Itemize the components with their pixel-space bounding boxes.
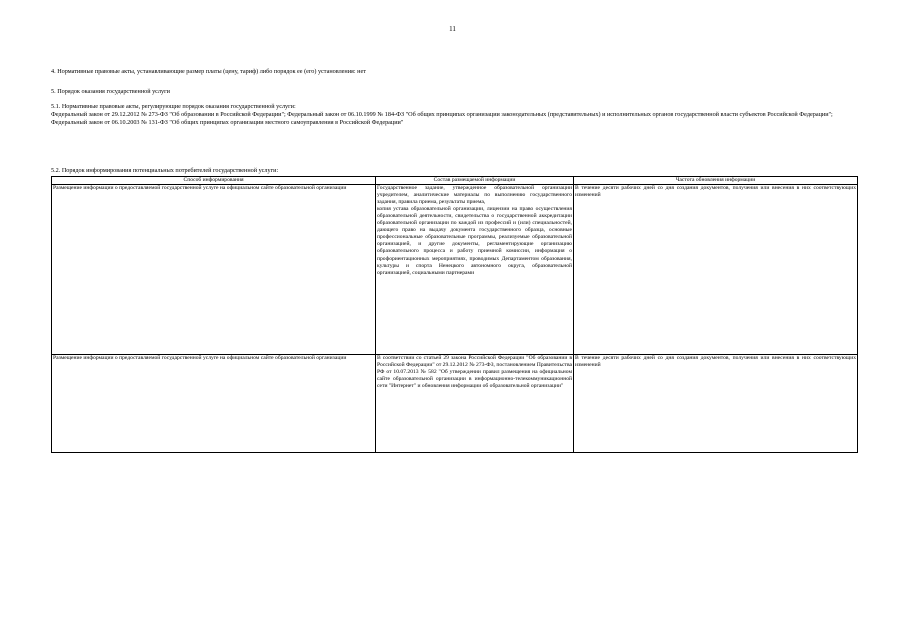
table-row [52,355,858,453]
table-header-row [52,177,858,185]
header-method: Способ информирования [52,177,376,185]
cell-frequency: В течение десяти рабочих дней со дня создания документов, получения или внесения в них соответствующих изменений [574,355,858,453]
cell-method: Размещение информации о предоставляемой государственной услуге на официальном сайте образовательной организации [52,185,376,355]
cell-frequency: В течение десяти рабочих дней со дня создания документов, получения или внесения в них соответствующих изменений [574,185,858,355]
section-5-title: 5. Порядок оказания государственной услуги [51,88,170,95]
header-frequency: Частота обновления информации [574,177,858,185]
section-4-text: 4. Нормативные правовые акты, устанавливающие размер платы (цену, тариф) либо порядок ее (его) установления: нет [51,68,366,75]
content-paragraph: В соответствии со статьей 29 закона Российской Федерации "Об образовании в Российской Федерации" от 29.12.2012 № 273-ФЗ, постановлением Правительства РФ от 10.07.2013 № 582 "Об утверждении правил размещения на официальном сайте образовательной организации в информационно-телекоммуникационной сети "Интернет" и обновления информации об образовательной организации" [377,355,572,390]
header-content: Состав размещаемой информации [376,177,574,185]
content-paragraph: Государственное задание, утвержденное образовательной организации учредителем, аналитические материалы по выполнению государственного задания, правила приема, результаты приема, [377,185,572,206]
page-number: 11 [449,25,456,33]
cell-content [376,355,574,453]
section-5-1-text: Федеральный закон от 29.12.2012 № 273-ФЗ "Об образовании в Российской Федерации"; Федеральный закон от 06.10.1999 № 184-ФЗ "Об общих принципах организации законодательных (представительных) и исполнительных органов государственной власти субъектов Российской Федерации"; Федеральный закон от 06.10.2003 № 131-ФЗ "Об общих принципах организации местного самоуправления в Российской Федерации" [51,111,833,126]
cell-method: Размещение информации о предоставляемой государственной услуге на официальном сайте образовательной организации [52,355,376,453]
section-5-1-title: 5.1. Нормативные правовые акты, регулирующие порядок оказания государственной услуги: [51,103,296,110]
cell-content [376,185,574,355]
content-paragraph: копия устава образовательной организации, лицензии на право осуществления образовательной деятельности, свидетельства о государственной аккредитации образовательной организации по каждой из профессий и (или) специальностей, дающего право на выдачу документа государственного образца, основные профессиональные образовательные программы, реализуемые образовательной организацией, и другие документы, регламентирующие организацию образовательного процесса и работу приемной комиссии, информация о профориентационных мероприятиях, проводимых Департаментом образования, культуры и спорта Ненецкого автономного округа, образовательной организацией, социальными партнерами [377,206,572,276]
information-table [51,176,858,453]
table-row [52,185,858,355]
section-5-2-title: 5.2. Порядок информирования потенциальных потребителей государственной услуги: [51,167,279,174]
